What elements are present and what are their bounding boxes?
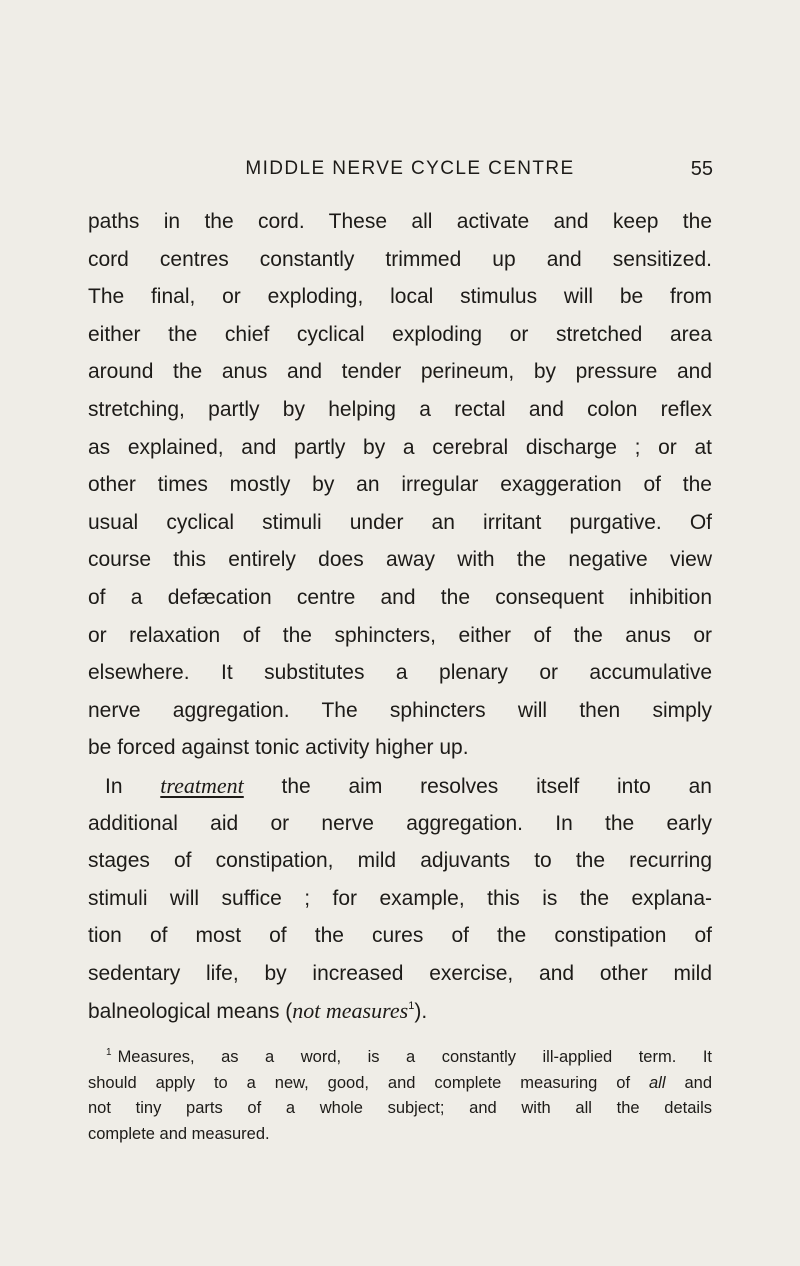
text-line: stages of constipation, mild adjuvants to the recurring	[88, 849, 712, 873]
running-head: MIDDLE NERVE CYCLE CENTRE	[245, 158, 575, 179]
text-line: The final, or exploding, local stimulus will be from	[88, 285, 712, 309]
text-line: cord centres constantly trimmed up and sensitized.	[88, 247, 712, 271]
text-line: stretching, partly by helping a rectal and colon reflex	[88, 397, 712, 421]
page-number: 55	[690, 158, 713, 180]
text-line: paths in the cord. These all activate and keep the	[88, 210, 712, 233]
text-line: stimuli will suffice ; for example, this is the explana-	[88, 886, 712, 910]
footnote-marker: 1	[106, 1047, 112, 1058]
paragraph-start-line: In treatment the aim resolves itself into an	[105, 772, 712, 798]
text-line: nerve aggregation. The sphincters will then simply	[88, 698, 712, 722]
footnote-line: complete and measured.	[88, 1124, 270, 1143]
text-line: either the chief cyclical exploding or stretched area	[88, 322, 712, 346]
body-text	[88, 203, 712, 1030]
text-line: course this entirely does away with the negative view	[88, 548, 712, 572]
text-line: sedentary life, by increased exercise, and other mild	[88, 961, 712, 985]
text-line: or relaxation of the sphincters, either of the anus or	[88, 623, 712, 647]
page-header	[0, 158, 800, 188]
text-line: as explained, and partly by a cerebral discharge ; or at	[88, 435, 712, 459]
text-line: usual cyclical stimuli under an irritant purgative. Of	[88, 510, 712, 534]
italic-not-measures: not measures	[292, 998, 409, 1024]
text-line: of a defæcation centre and the consequent inhibition	[88, 585, 712, 609]
footnote-reference: 1	[408, 1000, 415, 1013]
text-line: tion of most of the cures of the constipation of	[88, 924, 712, 948]
text-line: be forced against tonic activity higher up.	[88, 736, 469, 760]
text-line: around the anus and tender perineum, by pressure and	[88, 360, 712, 384]
footnote	[88, 1045, 712, 1147]
last-line: balneological means (not measures$^1$).	[88, 998, 428, 1024]
footnote-line: should apply to a new, good, and complete measuring of all and	[88, 1073, 712, 1092]
text-line: elsewhere. It substitutes a plenary or accumulative	[88, 661, 712, 685]
footnote-line: not tiny parts of a whole subject; and with all the details	[88, 1099, 712, 1117]
italic-treatment: treatment	[160, 772, 244, 798]
text-line: additional aid or nerve aggregation. In the early	[88, 811, 712, 835]
italic-all: all	[649, 1073, 666, 1092]
text-line: other times mostly by an irregular exaggeration of the	[88, 473, 712, 497]
footnote-line: $^1$ Measures, as a word, is a constantly ill-applied term. It	[106, 1047, 712, 1066]
